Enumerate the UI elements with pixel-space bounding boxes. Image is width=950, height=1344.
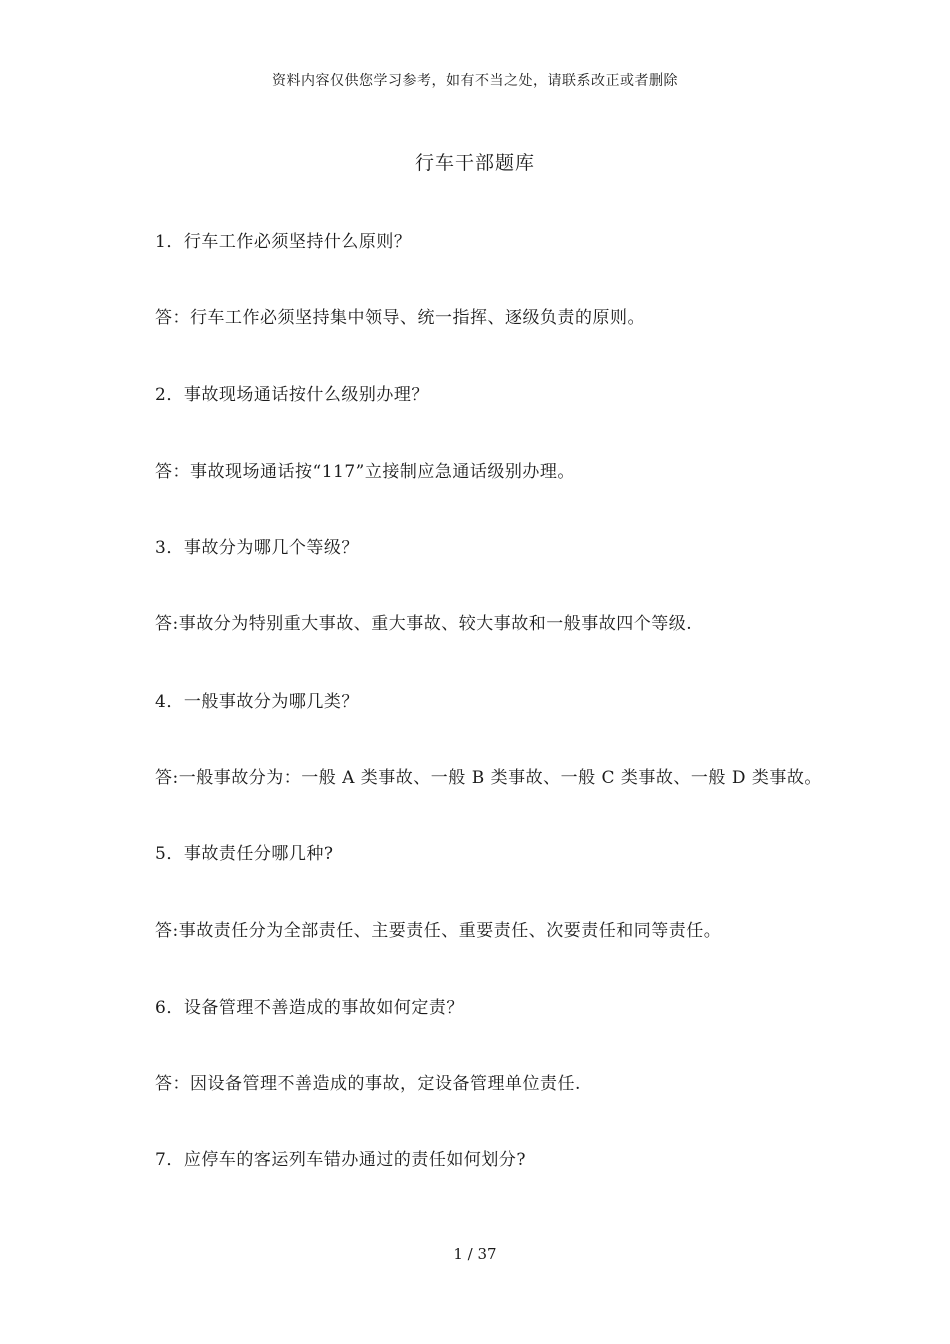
answer-2: 答：事故现场通话按“117”立接制应急通话级别办理。 [155,462,575,482]
answer-5: 答:事故责任分为全部责任、主要责任、重要责任、次要责任和同等责任。 [155,921,722,941]
answer-1: 答：行车工作必须坚持集中领导、统一指挥、逐级负责的原则。 [155,308,645,328]
header-disclaimer: 资料内容仅供您学习参考，如有不当之处，请联系改正或者删除 [272,73,678,89]
question-4: 4．一般事故分为哪几类？ [155,692,359,712]
question-6: 6．设备管理不善造成的事故如何定责？ [155,998,464,1018]
page-number: 1 / 37 [453,1245,497,1263]
answer-3: 答:事故分为特别重大事故、重大事故、较大事故和一般事故四个等级. [155,614,693,634]
question-7: 7．应停车的客运列车错办通过的责任如何划分? [155,1150,526,1170]
question-2: 2．事故现场通话按什么级别办理？ [155,385,429,405]
answer-4: 答:一般事故分为：一般 A 类事故、一般 B 类事故、一般 C 类事故、一般 D 类事故。 [155,768,822,788]
question-1: 1．行车工作必须坚持什么原则？ [155,232,412,252]
answer-6: 答：因设备管理不善造成的事故，定设备管理单位责任. [155,1074,581,1094]
document-title: 行车干部题库 [414,152,535,174]
question-5: 5．事故责任分哪几种? [155,844,334,864]
question-3: 3．事故分为哪几个等级？ [155,538,359,558]
